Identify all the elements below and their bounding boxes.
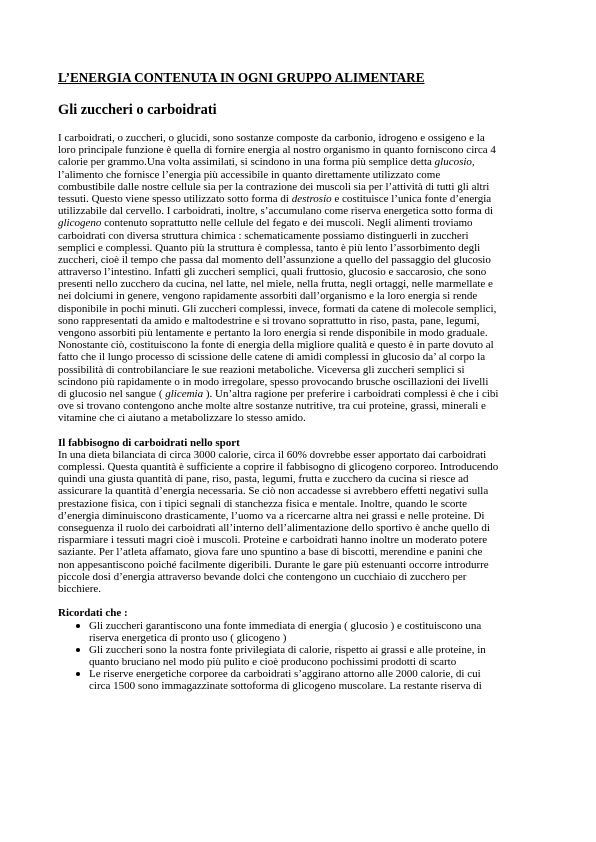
bullet-icon	[76, 648, 80, 652]
text-line: loro principale funzione è quella di fornire energia al nostro organismo in quanto forniscono circa 4	[58, 144, 496, 157]
text-line: calorie per grammo.Una volta assimilati, si scindono in una forma più semplice detta glucosio,	[58, 156, 475, 169]
text-line: In una dieta bilanciata di circa 3000 calorie, circa il 60% dovrebbe esser apportato dai carboidrati	[58, 448, 487, 461]
reminder-text-line: Gli zuccheri sono la nostra fonte privilegiata di calorie, rispetto ai grassi e alle proteine, in	[89, 643, 486, 656]
paragraph-carbohydrates	[58, 132, 542, 425]
text-line: disponibile in pochi minuti. Gli zuccheri complessi, invece, formati da catene di molecole semplici,	[58, 302, 497, 315]
text-line: vengono assorbiti più lentamente e pertanto la loro energia si rende disponibile in modo graduale.	[58, 327, 488, 339]
italic-term: glicogeno	[58, 217, 102, 230]
text-line: attraverso l’intestino. Infatti gli zuccheri semplici, quali fruttosio, glucosio e saccarosio, che sono	[58, 266, 487, 279]
reminder-list	[58, 620, 542, 693]
document-title: L’ENERGIA CONTENUTA IN OGNI GRUPPO ALIMENTARE	[58, 70, 425, 85]
section-heading-reminders: Ricordati che :	[58, 607, 128, 620]
paragraph-gap	[58, 595, 542, 607]
text-line: fatto che il lungo processo di scissione delle catene di amidi complessi in glucosio da’ al corpo la	[58, 351, 486, 364]
text-line: vitamine che ci aiutano a metabolizzare lo stesso amido.	[58, 412, 306, 425]
reminder-item	[58, 644, 542, 668]
text-line: ove si trovano contengono anche molte altre sostanze nutritive, tra cui proteine, grassi, minerali e	[58, 400, 486, 413]
text-line: scindono più rapidamente o in modo irregolare, spesso provocando brusche oscillazioni dei livelli	[58, 375, 489, 388]
section-title-carbohydrates: Gli zuccheri o carboidrati	[58, 102, 217, 118]
text-line: non appesantiscono poiché facilmente digeribili. Durante le gare più estenuanti occorre introdurre	[58, 558, 489, 571]
text-line: conseguenza il ruolo dei carboidrati all’interno dell’alimentazione dello sportivo è anche quello di	[58, 522, 490, 534]
text-line: di glucosio nel sangue ( glicemia ). Un’altra ragione per preferire i carboidrati complessi è che i cibi	[58, 387, 499, 400]
paragraph-gap	[58, 425, 542, 437]
text-line: carboidrati con diversa struttura chimica : schematicamente possiamo distinguerli in zuccheri	[58, 229, 469, 242]
text-line: I carboidrati, o zuccheri, o glucidi, sono sostanze composte da carbonio, idrogeno e ossigeno e la	[58, 132, 485, 144]
text-line: glicogeno contenuto soprattutto nelle cellule del fegato e dei muscoli. Negli alimenti troviamo	[58, 217, 473, 230]
text-line: d’energia diminuiscono drasticamente, l’uomo va a ricercarne altra nei grassi e nelle proteine. Di	[58, 509, 485, 522]
reminder-item	[58, 620, 542, 644]
document-body	[58, 132, 542, 693]
paragraph-sport-needs	[58, 449, 542, 595]
text-line: Nonostante ciò, costituiscono la fonte di energia della migliore qualità e questo è in parte dovuto al	[58, 339, 494, 352]
reminder-text-line: Gli zuccheri garantiscono una fonte immediata di energia ( glucosio ) e costituiscono una	[89, 619, 482, 632]
text-line: utilizzabile dal cervello. I carboidrati, inoltre, s’accumulano come riserva energetica sotto forma di	[58, 205, 494, 218]
reminder-item	[58, 668, 542, 692]
italic-term: glicemia	[165, 387, 204, 400]
text-line: l’alimento che fornisce l’energia più accessibile in quanto direttamente utilizzato come	[58, 168, 441, 181]
bullet-icon	[76, 624, 80, 628]
text-line: sono rappresentati da amido e maltodestrine e si trovano soprattutto in riso, pasta, pane, legumi,	[58, 314, 480, 327]
text-line: piccole dosi d’energia attraverso bevande dolci che contengono un cucchiaio di zucchero per	[58, 570, 467, 583]
text-line: bicchiere.	[58, 582, 102, 595]
text-line: semplici e complessi. Quanto più la struttura è complessa, tanto è più lento l’assorbimento degli	[58, 241, 481, 254]
reminder-text-line: riserva energetica di pronto uso ( glicogeno )	[89, 631, 287, 644]
text-line: prestazione fisica, con i tipici segnali di stanchezza fisica e mentale. Inoltre, quando le scorte	[58, 497, 467, 510]
text-line: quindi una giusta quantità di pane, riso, pasta, legumi, frutta e zucchero da cucina si riesce ad	[58, 473, 469, 486]
reminder-text-line: quanto bruciano nel modo più pulito e cioè producono pochissimi prodotti di scarto	[89, 656, 457, 669]
text-line: complessi. Questa quantità è sufficiente a coprire il fabbisogno di glicogeno corporeo. Introducendo	[58, 461, 499, 474]
text-line: presenti nello zucchero da cucina, nel latte, nel miele, nella frutta, negli ortaggi, nelle marmellate e	[58, 278, 493, 291]
text-line: tessuti. Questo viene spesso utilizzato sotto forma di destrosio e costituisce l’unica fonte d’energia	[58, 192, 492, 205]
text-line: combustibile dalle nostre cellule sia per la contrazione dei muscoli sia per l’attività di tutti gli altri	[58, 180, 490, 193]
text-line: nei dolciumi in genere, vengono rapidamente assorbiti dall’organismo e la loro energia si rende	[58, 290, 478, 303]
italic-term: glucosio,	[434, 156, 475, 169]
reminder-text-line: circa 1500 sono immagazzinate sottoforma di glicogeno muscolare. La restante riserva di	[89, 680, 482, 693]
text-line: risparmiare i tessuti magri cioè i muscoli. Proteine e carboidrati hanno inoltre un moderato potere	[58, 534, 488, 547]
text-line: assicurare la quantità d’energia necessaria. Se ciò non accadesse si avrebbero effetti negativi sulla	[58, 485, 489, 498]
text-line: possibilità di controbilanciare le sue reazioni metaboliche. Viceversa gli zuccheri semplici si	[58, 363, 465, 376]
text-line: zuccheri, cioè il tempo che passa dal momento dell’assunzione a quello del passaggio del glucosio	[58, 253, 491, 266]
text-line: saziante. Per l’atleta affamato, giova fare uno spuntino a base di biscotti, merendine e panini che	[58, 546, 483, 559]
section-heading-sport: Il fabbisogno di carboidrati nello sport	[58, 436, 240, 449]
reminder-text-line: Le riserve energetiche corporee da carboidrati s’aggirano attorno alle 2000 calorie, di cui	[89, 668, 481, 681]
bullet-icon	[76, 672, 80, 676]
italic-term: destrosio	[291, 192, 332, 205]
